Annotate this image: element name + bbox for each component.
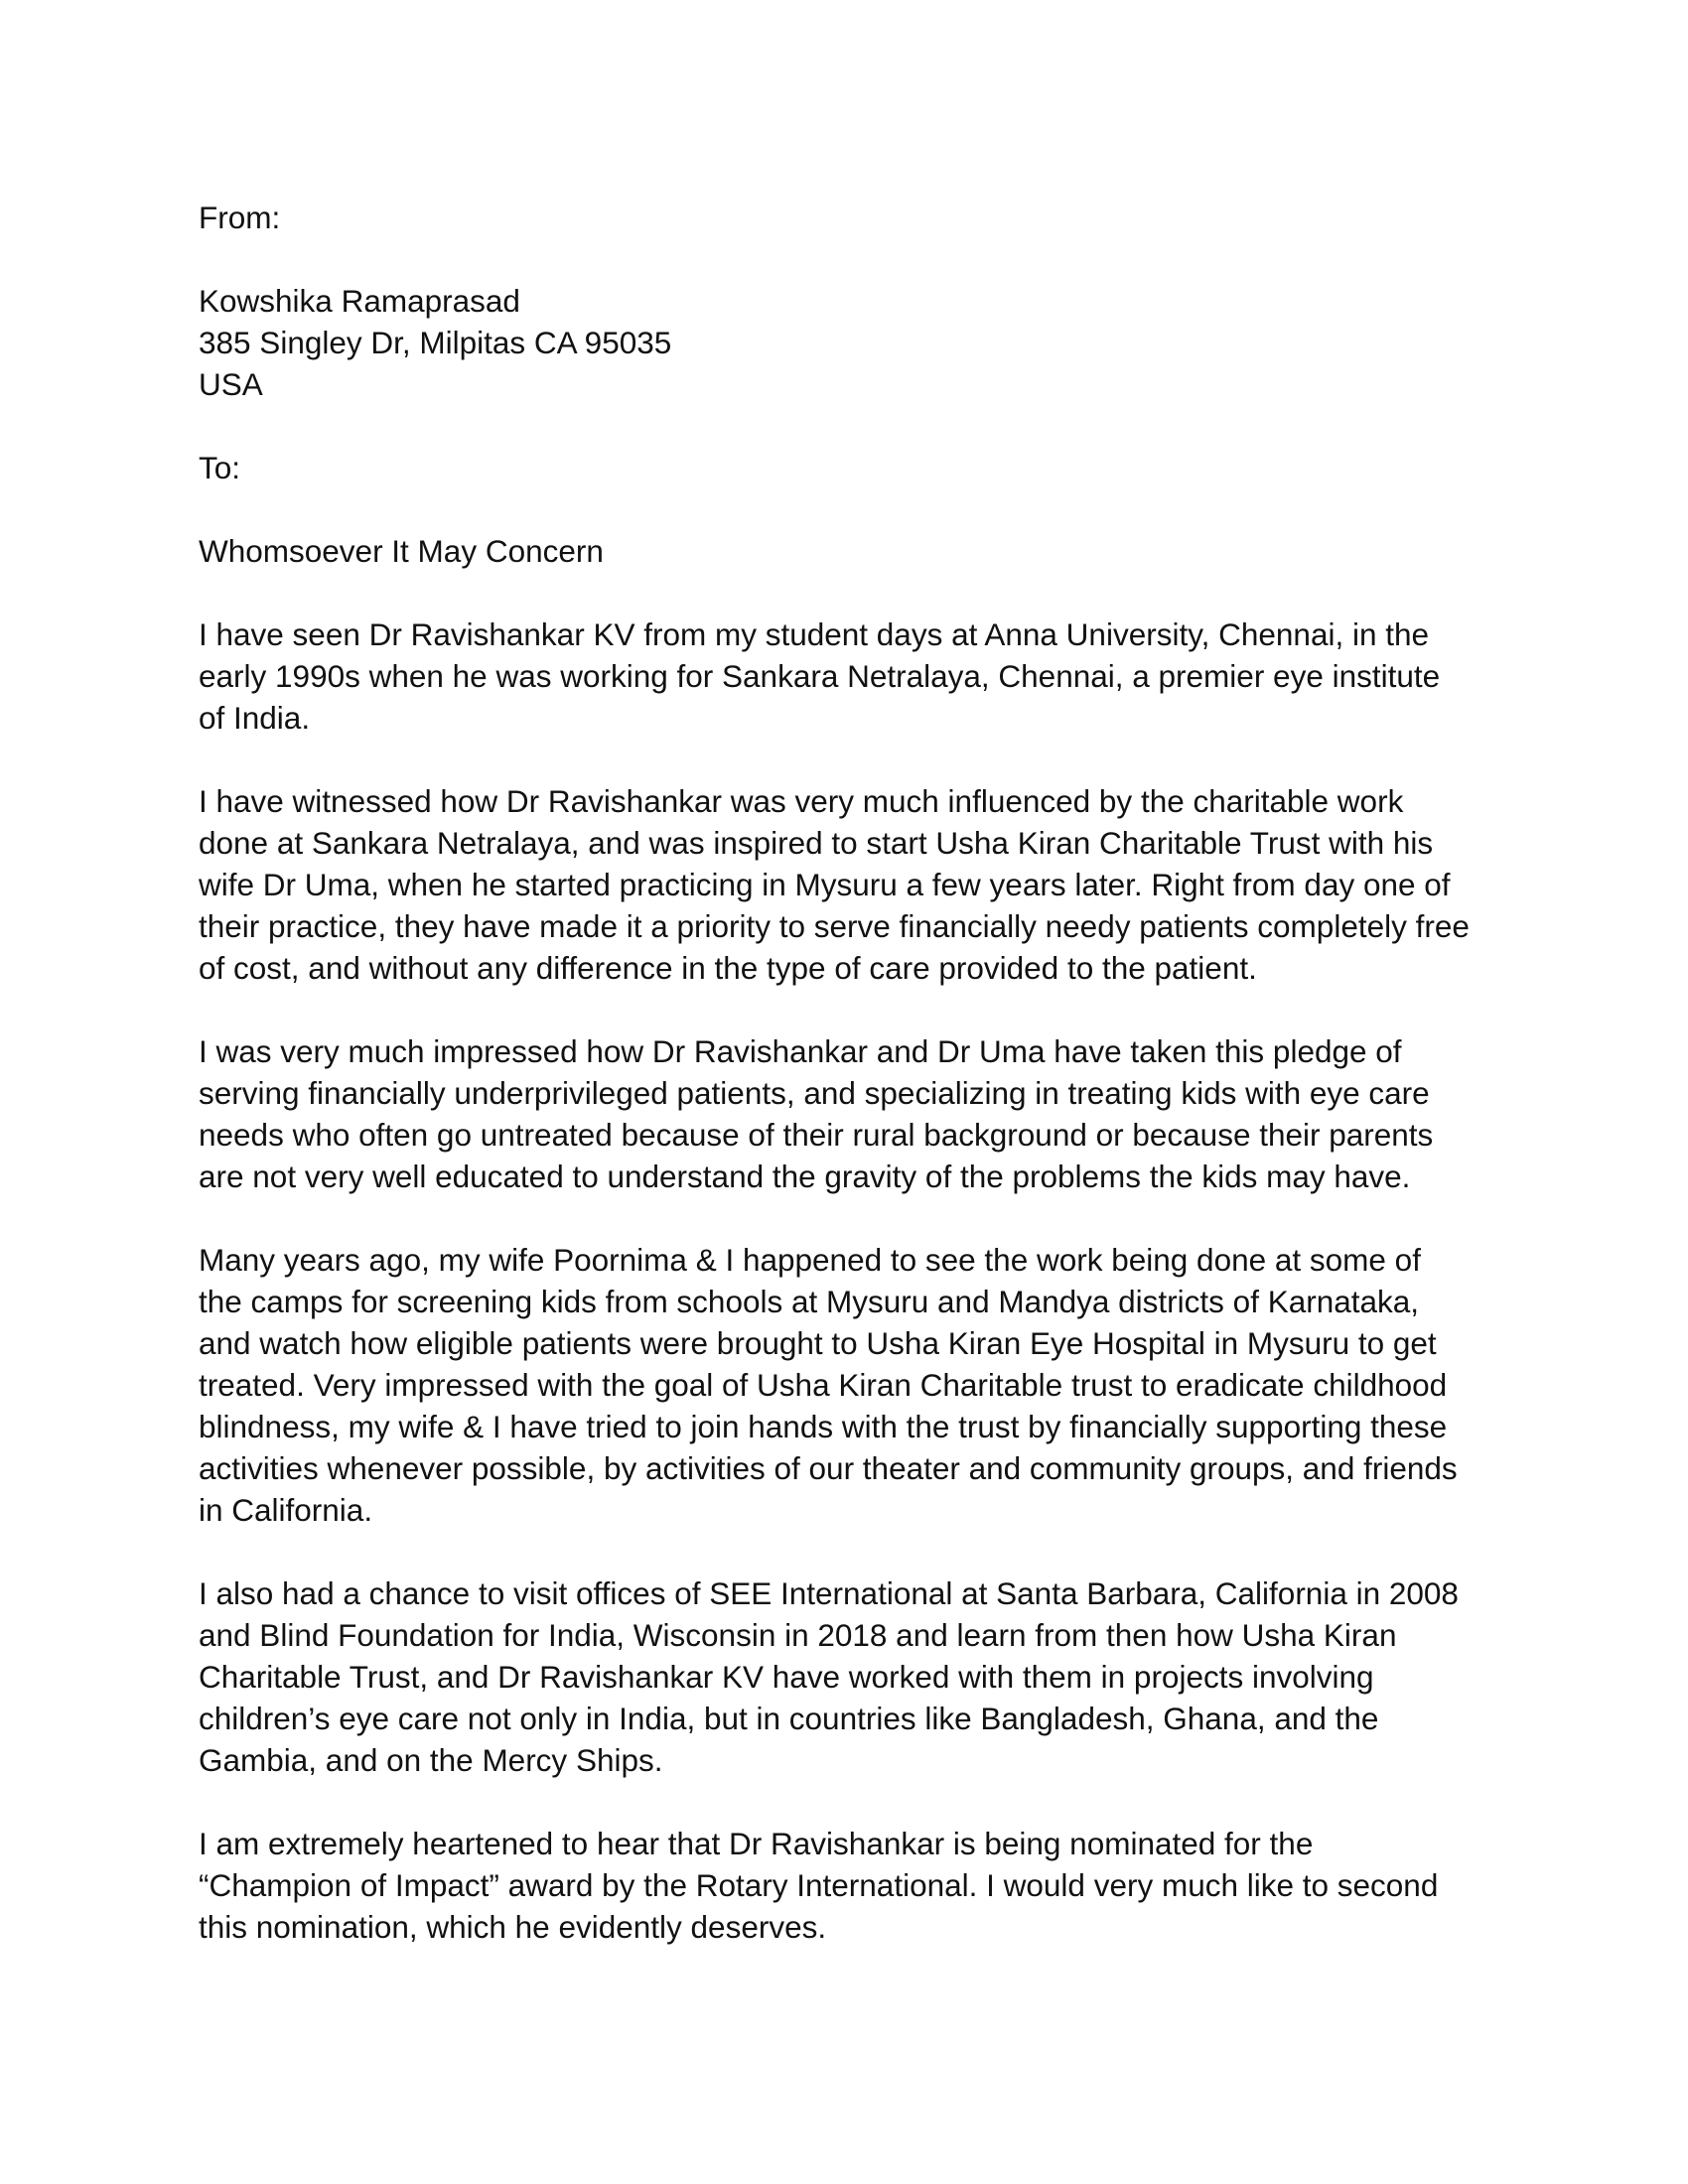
- paragraph-line: blindness, my wife & I have tried to join hands with the trust by financially supporting these: [199, 1409, 1448, 1444]
- recipient-section: [199, 530, 1499, 572]
- paragraph-line: in California.: [199, 1492, 373, 1528]
- paragraph-line: of India.: [199, 700, 311, 736]
- paragraph-line: and watch how eligible patients were brought to Usha Kiran Eye Hospital in Mysuru to get: [199, 1325, 1437, 1361]
- paragraph-1: [199, 614, 1499, 739]
- paragraph-5: [199, 1572, 1499, 1781]
- paragraph-line: children’s eye care not only in India, but in countries like Bangladesh, Ghana, and the: [199, 1701, 1379, 1736]
- paragraph-line: I was very much impressed how Dr Ravishankar and Dr Uma have taken this pledge of: [199, 1033, 1402, 1069]
- paragraph-line: and Blind Foundation for India, Wisconsin in 2018 and learn from then how Usha Kiran: [199, 1617, 1397, 1653]
- paragraph-line: needs who often go untreated because of their rural background or because their parents: [199, 1117, 1434, 1153]
- paragraph-4: [199, 1239, 1499, 1531]
- paragraph-line: I also had a chance to visit offices of SEE International at Santa Barbara, California in 2008: [199, 1575, 1459, 1611]
- paragraph-line: treated. Very impressed with the goal of Usha Kiran Charitable trust to eradicate childhood: [199, 1367, 1448, 1403]
- paragraph-line: I am extremely heartened to hear that Dr Ravishankar is being nominated for the: [199, 1826, 1314, 1861]
- paragraph-line: “Champion of Impact” award by the Rotary International. I would very much like to second: [199, 1867, 1439, 1903]
- sender-address: [199, 280, 1499, 405]
- paragraph-line: this nomination, which he evidently deserves.: [199, 1909, 827, 1945]
- paragraph-line: are not very well educated to understand the gravity of the problems the kids may have.: [199, 1159, 1411, 1194]
- sender-name: Kowshika Ramaprasad: [199, 283, 520, 319]
- paragraph-line: wife Dr Uma, when he started practicing in Mysuru a few years later. Right from day one of: [199, 867, 1451, 902]
- paragraph-6: [199, 1823, 1499, 1948]
- from-label: From:: [199, 200, 281, 235]
- paragraph-3: [199, 1030, 1499, 1197]
- paragraph-line: I have witnessed how Dr Ravishankar was very much influenced by the charitable work: [199, 783, 1404, 819]
- paragraph-line: the camps for screening kids from schools at Mysuru and Mandya districts of Karnataka,: [199, 1284, 1420, 1319]
- to-section: [199, 447, 1499, 488]
- paragraph-line: activities whenever possible, by activities of our theater and community groups, and friends: [199, 1450, 1458, 1486]
- paragraph-line: early 1990s when he was working for Sankara Netralaya, Chennai, a premier eye institute: [199, 658, 1441, 694]
- paragraph-line: done at Sankara Netralaya, and was inspired to start Usha Kiran Charitable Trust with his: [199, 825, 1434, 861]
- paragraph-line: Charitable Trust, and Dr Ravishankar KV have worked with them in projects involving: [199, 1659, 1374, 1695]
- paragraph-line: their practice, they have made it a priority to serve financially needy patients completely free: [199, 908, 1470, 944]
- recipient: Whomsoever It May Concern: [199, 533, 604, 569]
- paragraph-2: [199, 780, 1499, 989]
- paragraph-line: Many years ago, my wife Poornima & I happened to see the work being done at some of: [199, 1242, 1421, 1278]
- from-section: [199, 197, 1499, 238]
- paragraph-line: Gambia, and on the Mercy Ships.: [199, 1742, 663, 1778]
- paragraph-line: serving financially underprivileged patients, and specializing in treating kids with eye care: [199, 1075, 1430, 1111]
- paragraph-line: I have seen Dr Ravishankar KV from my student days at Anna University, Chennai, in the: [199, 616, 1430, 652]
- letter-body: [199, 197, 1499, 1989]
- sender-country: USA: [199, 366, 263, 402]
- to-label: To:: [199, 450, 241, 485]
- sender-address-line: 385 Singley Dr, Milpitas CA 95035: [199, 325, 672, 360]
- paragraph-line: of cost, and without any difference in the type of care provided to the patient.: [199, 950, 1257, 986]
